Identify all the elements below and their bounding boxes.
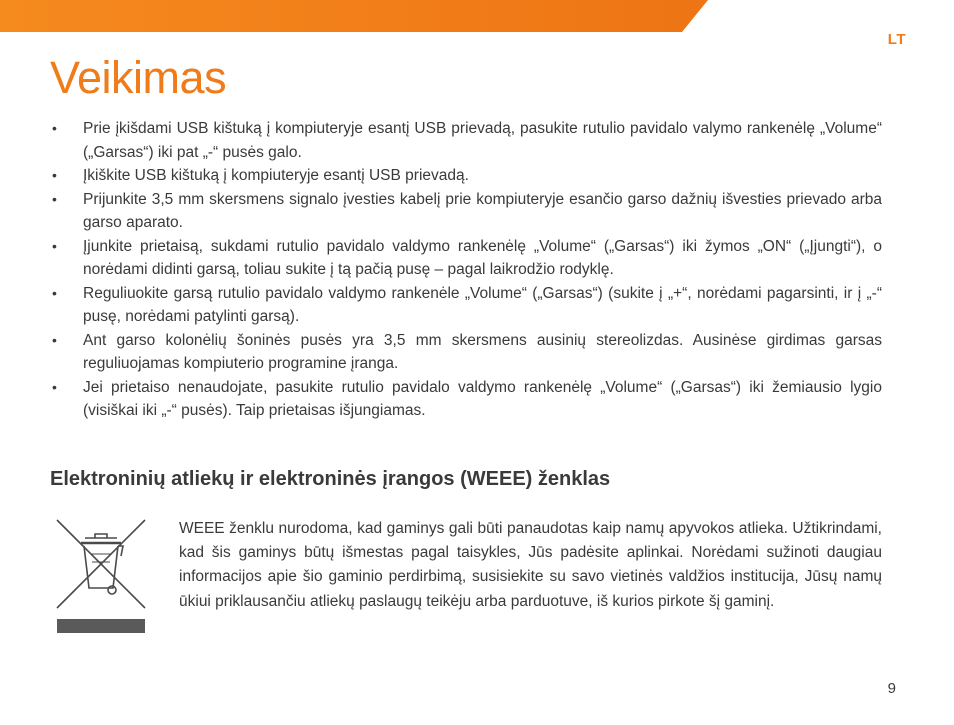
list-item: • Įkiškite USB kištuką į kompiuteryje esantį USB prievadą. <box>50 164 882 188</box>
weee-description: WEEE ženklu nurodoma, kad gaminys gali būti panaudotas kaip namų apyvokos atlieka. Užtikrindami, kad šis gaminys būtų išmestas pagal taisykles, Jūs padėsite aplinkai. Norėdami sužinoti daugiau informacijos apie šio gaminio perdirbimą, susisiekite su savo vietinės valdžios institucija, Jūsų namų ūkiui priklausančiu atliekų paslaugų teikėju arba parduotuve, iš kurios pirkote šį gaminį. <box>179 520 882 610</box>
bullet-icon: • <box>52 190 57 207</box>
list-item: • Prie įkišdami USB kištuką į kompiuteryje esantį USB prievadą, pasukite rutulio pavidalo valymo rankenėlę „Volume“ („Garsas“) iki pat „-“ pusės galo. <box>50 117 882 164</box>
bullet-icon: • <box>52 167 57 183</box>
weee-heading: Elektroninių atliekų ir elektroninės įrangos (WEEE) ženklas <box>50 468 611 490</box>
list-item: • Reguliuokite garsą rutulio pavidalo valdymo rankenėle „Volume“ („Garsas“) (sukite į „+“, norėdami pagarsinti, ir į „-“ pusę, norėdami patylinti garsą). <box>50 282 882 329</box>
bullet-icon: • <box>52 284 57 301</box>
bullet-icon: • <box>52 237 57 254</box>
crossed-out-wheelie-bin-icon <box>55 516 147 634</box>
page-title: Veikimas <box>50 52 227 103</box>
instruction-list <box>50 117 882 423</box>
list-item: • Ant garso kolonėlių šoninės pusės yra 3,5 mm skersmens ausinių stereolizdas. Ausinėse girdimas garsas reguliuojamas kompiuterio programine įranga. <box>50 329 882 376</box>
list-item: • Jei prietaiso nenaudojate, pasukite rutulio pavidalo valdymo rankenėlę „Volume“ („Garsas“) iki žemiausio lygio (visiškai iki „-“ pusės). Taip prietaisas išjungiamas. <box>50 376 882 423</box>
header-accent-bar <box>0 0 954 32</box>
bullet-icon: • <box>52 378 57 395</box>
page-number: 9 <box>887 680 896 697</box>
language-code: LT <box>887 31 906 48</box>
bullet-icon: • <box>52 120 57 136</box>
bullet-icon: • <box>52 331 57 348</box>
list-item: • Prijunkite 3,5 mm skersmens signalo įvesties kabelį prie kompiuteryje esančio garso dažnių išvesties prievado arba garso aparato. <box>50 188 882 235</box>
list-item: • Įjunkite prietaisą, sukdami rutulio pavidalo valdymo rankenėlę „Volume“ („Garsas“) iki žymos „ON“ („Įjungti“), o norėdami didinti garsą, toliau sukite į tą pačią pusę – pagal laikrodžio rodyklę. <box>50 235 882 282</box>
